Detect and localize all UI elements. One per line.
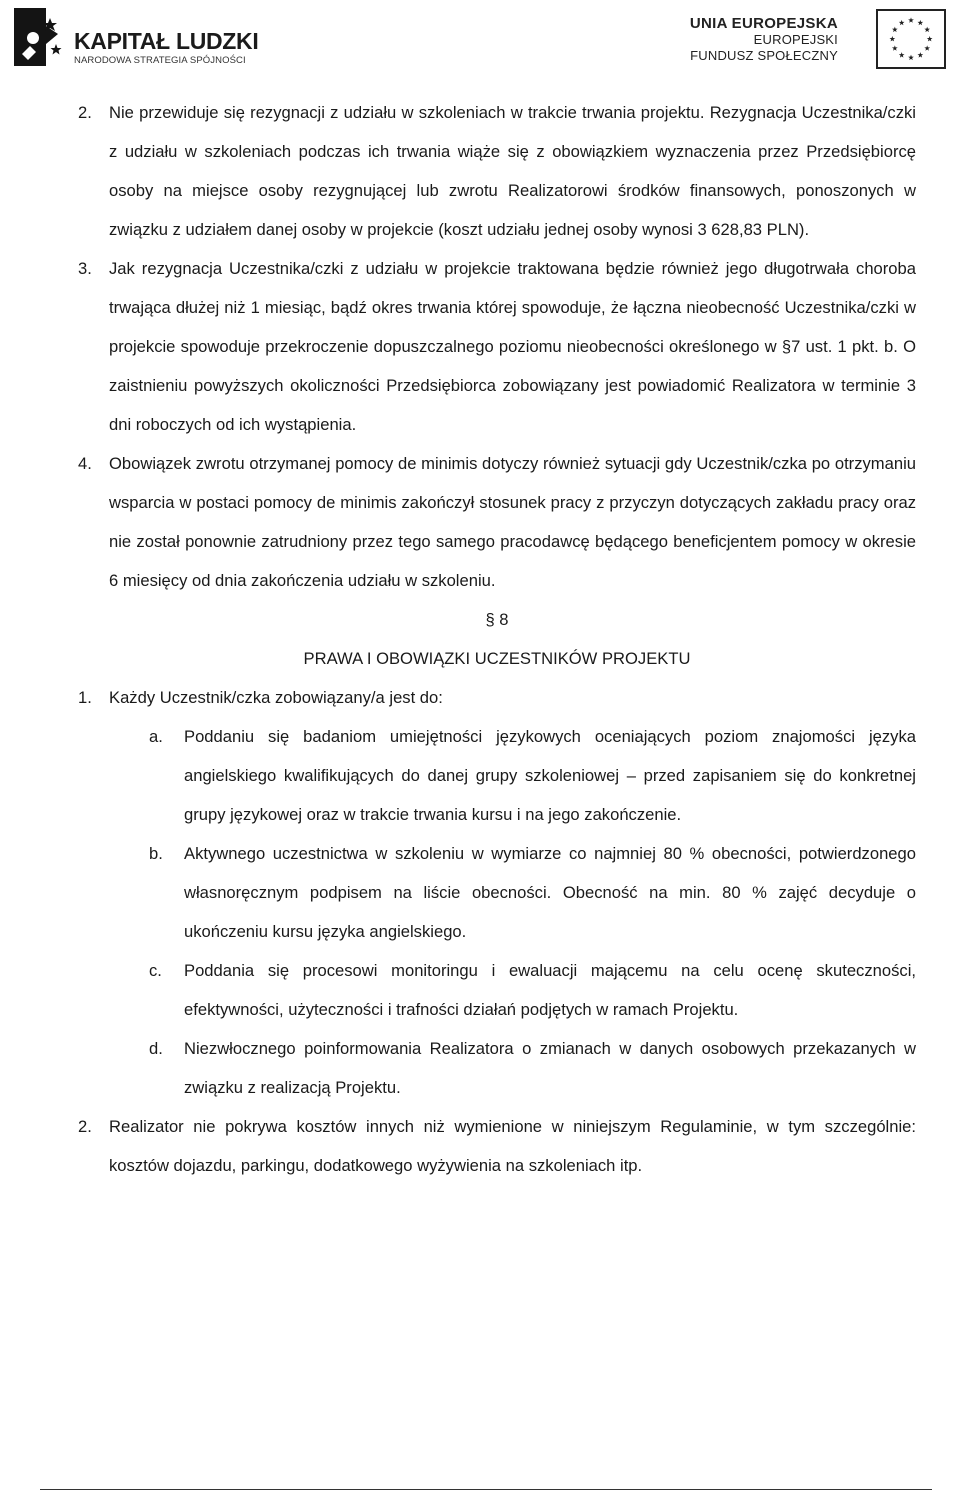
kapital-ludzki-title: KAPITAŁ LUDZKI: [74, 28, 259, 54]
list-item-text: Obowiązek zwrotu otrzymanej pomocy de minimis dotyczy również sytuacji gdy Uczestnik/czka po otrzymaniu wsparcia w postaci pomocy de minimis zakończył stosunek pracy z przyczyn dotyczących zakładu pracy oraz nie został ponownie zatrudniony przez tego samego pracodawcę będącego beneficjentem pomocy w okresie 6 miesięcy od dnia zakończenia udziału w szkoleniu.: [109, 454, 916, 590]
eu-star-icon: [917, 52, 923, 57]
sub-list-item-text: Poddania się procesowi monitoringu i ewaluacji mającemu na celu ocenę skuteczności, efektywności, użyteczności i trafności działań podjętych w ramach Projektu.: [184, 961, 916, 1019]
list-number: 2.: [78, 103, 92, 122]
eu-star-icon: [892, 27, 898, 32]
eu-star-icon: [917, 20, 923, 25]
eu-star-icon: [899, 20, 905, 25]
sub-list-item: [149, 951, 916, 1029]
list-number: 2.: [78, 1117, 92, 1136]
sub-list-letter: b.: [149, 844, 163, 863]
list-item: [78, 249, 916, 444]
list-item-text: Realizator nie pokrywa kosztów innych niż wymienione w niniejszym Regulaminie, w tym szczególnie: kosztów dojazdu, parkingu, dodatkowego wyżywienia na szkoleniach itp.: [109, 1117, 916, 1175]
eu-star-icon: [908, 17, 914, 22]
sub-list-item: [149, 1029, 916, 1107]
list-number: 4.: [78, 454, 92, 473]
sub-list: [78, 717, 916, 1107]
eu-star-icon: [889, 36, 895, 41]
sub-list-item-text: Niezwłocznego poinformowania Realizatora o zmianach w danych osobowych przekazanych w związku z realizacją Projektu.: [184, 1039, 916, 1097]
kapital-ludzki-subtitle: NARODOWA STRATEGIA SPÓJNOŚCI: [74, 55, 246, 66]
eu-star-icon: [924, 45, 930, 50]
kapital-ludzki-logo: [6, 4, 259, 70]
page-header: [0, 0, 960, 80]
list-item: [78, 93, 916, 249]
section-title: PRAWA I OBOWIĄZKI UCZESTNIKÓW PROJEKTU: [303, 649, 691, 668]
document-body: [78, 93, 916, 1185]
sub-list-item-text: Poddaniu się badaniom umiejętności językowych oceniających poziom znajomości języka angielskiego kwalifikujących do danej grupy szkoleniowej – przed zapisaniem się do konkretnej grupy językowej oraz w trakcie trwania kursu i na jego zakończenie.: [184, 727, 916, 824]
list-number: 3.: [78, 259, 92, 278]
eu-star-icon: [892, 45, 898, 50]
eu-logo: [689, 6, 956, 72]
sub-list-item-text: Aktywnego uczestnictwa w szkoleniu w wymiarze co najmniej 80 % obecności, potwierdzonego własnoręcznym podpisem na liście obecności. Obecność na min. 80 % zajęć decyduje o ukończeniu kursu języka angielskiego.: [184, 844, 916, 941]
sub-list-letter: a.: [149, 727, 163, 746]
eu-star-icon: [927, 36, 933, 41]
section-mark: § 8: [485, 610, 509, 629]
footer-divider: [40, 1489, 932, 1490]
eu-flag-icon: [876, 9, 946, 69]
eu-star-icon: [924, 27, 930, 32]
eu-logo-text: [690, 16, 838, 64]
list-item: [78, 444, 916, 600]
list-item-text: Jak rezygnacja Uczestnika/czki z udziału w projekcie traktowana będzie również jego długotrwała choroba trwająca dłużej niż 1 miesiąc, bądź okres trwania której spowoduje, że łączna nieobecność Uczestnika/czki w projekcie spowoduje przekroczenie dopuszczalnego poziomu nieobecności określonego w §7 ust. 1 pkt. b. O zaistnieniu powyższych okoliczności Przedsiębiorca zobowiązany jest powiadomić Realizatora w terminie 3 dni roboczych od ich wystąpienia.: [109, 259, 916, 434]
sub-list-item: [149, 717, 916, 834]
list-number: 1.: [78, 688, 92, 707]
kapital-ludzki-emblem-icon: [6, 4, 66, 70]
list-item-text: Każdy Uczestnik/czka zobowiązany/a jest do:: [109, 688, 443, 707]
sub-list-item: [149, 834, 916, 951]
list-item: [78, 1107, 916, 1185]
list-item-text: Nie przewiduje się rezygnacji z udziału w szkoleniach w trakcie trwania projektu. Rezygnacja Uczestnika/czki z udziału w szkoleniach podczas ich trwania wiąże się z obowiązkiem wyznaczenia przez Przedsiębiorcę osoby na miejsce osoby rezygnującej lub zwrotu Realizatorowi środków finansowych, ponoszonych w związku z udziałem danej osoby w projekcie (koszt udziału jednej osoby wynosi 3 628,83 PLN).: [109, 103, 916, 239]
sub-list-letter: d.: [149, 1039, 163, 1058]
eu-line-2: EUROPEJSKI: [753, 32, 838, 47]
eu-line-1: UNIA EUROPEJSKA: [689, 15, 838, 32]
list-item: [78, 678, 916, 717]
sub-list-letter: c.: [149, 961, 162, 980]
eu-star-icon: [899, 52, 905, 57]
eu-star-icon: [908, 55, 914, 60]
eu-line-3: FUNDUSZ SPOŁECZNY: [690, 48, 838, 63]
